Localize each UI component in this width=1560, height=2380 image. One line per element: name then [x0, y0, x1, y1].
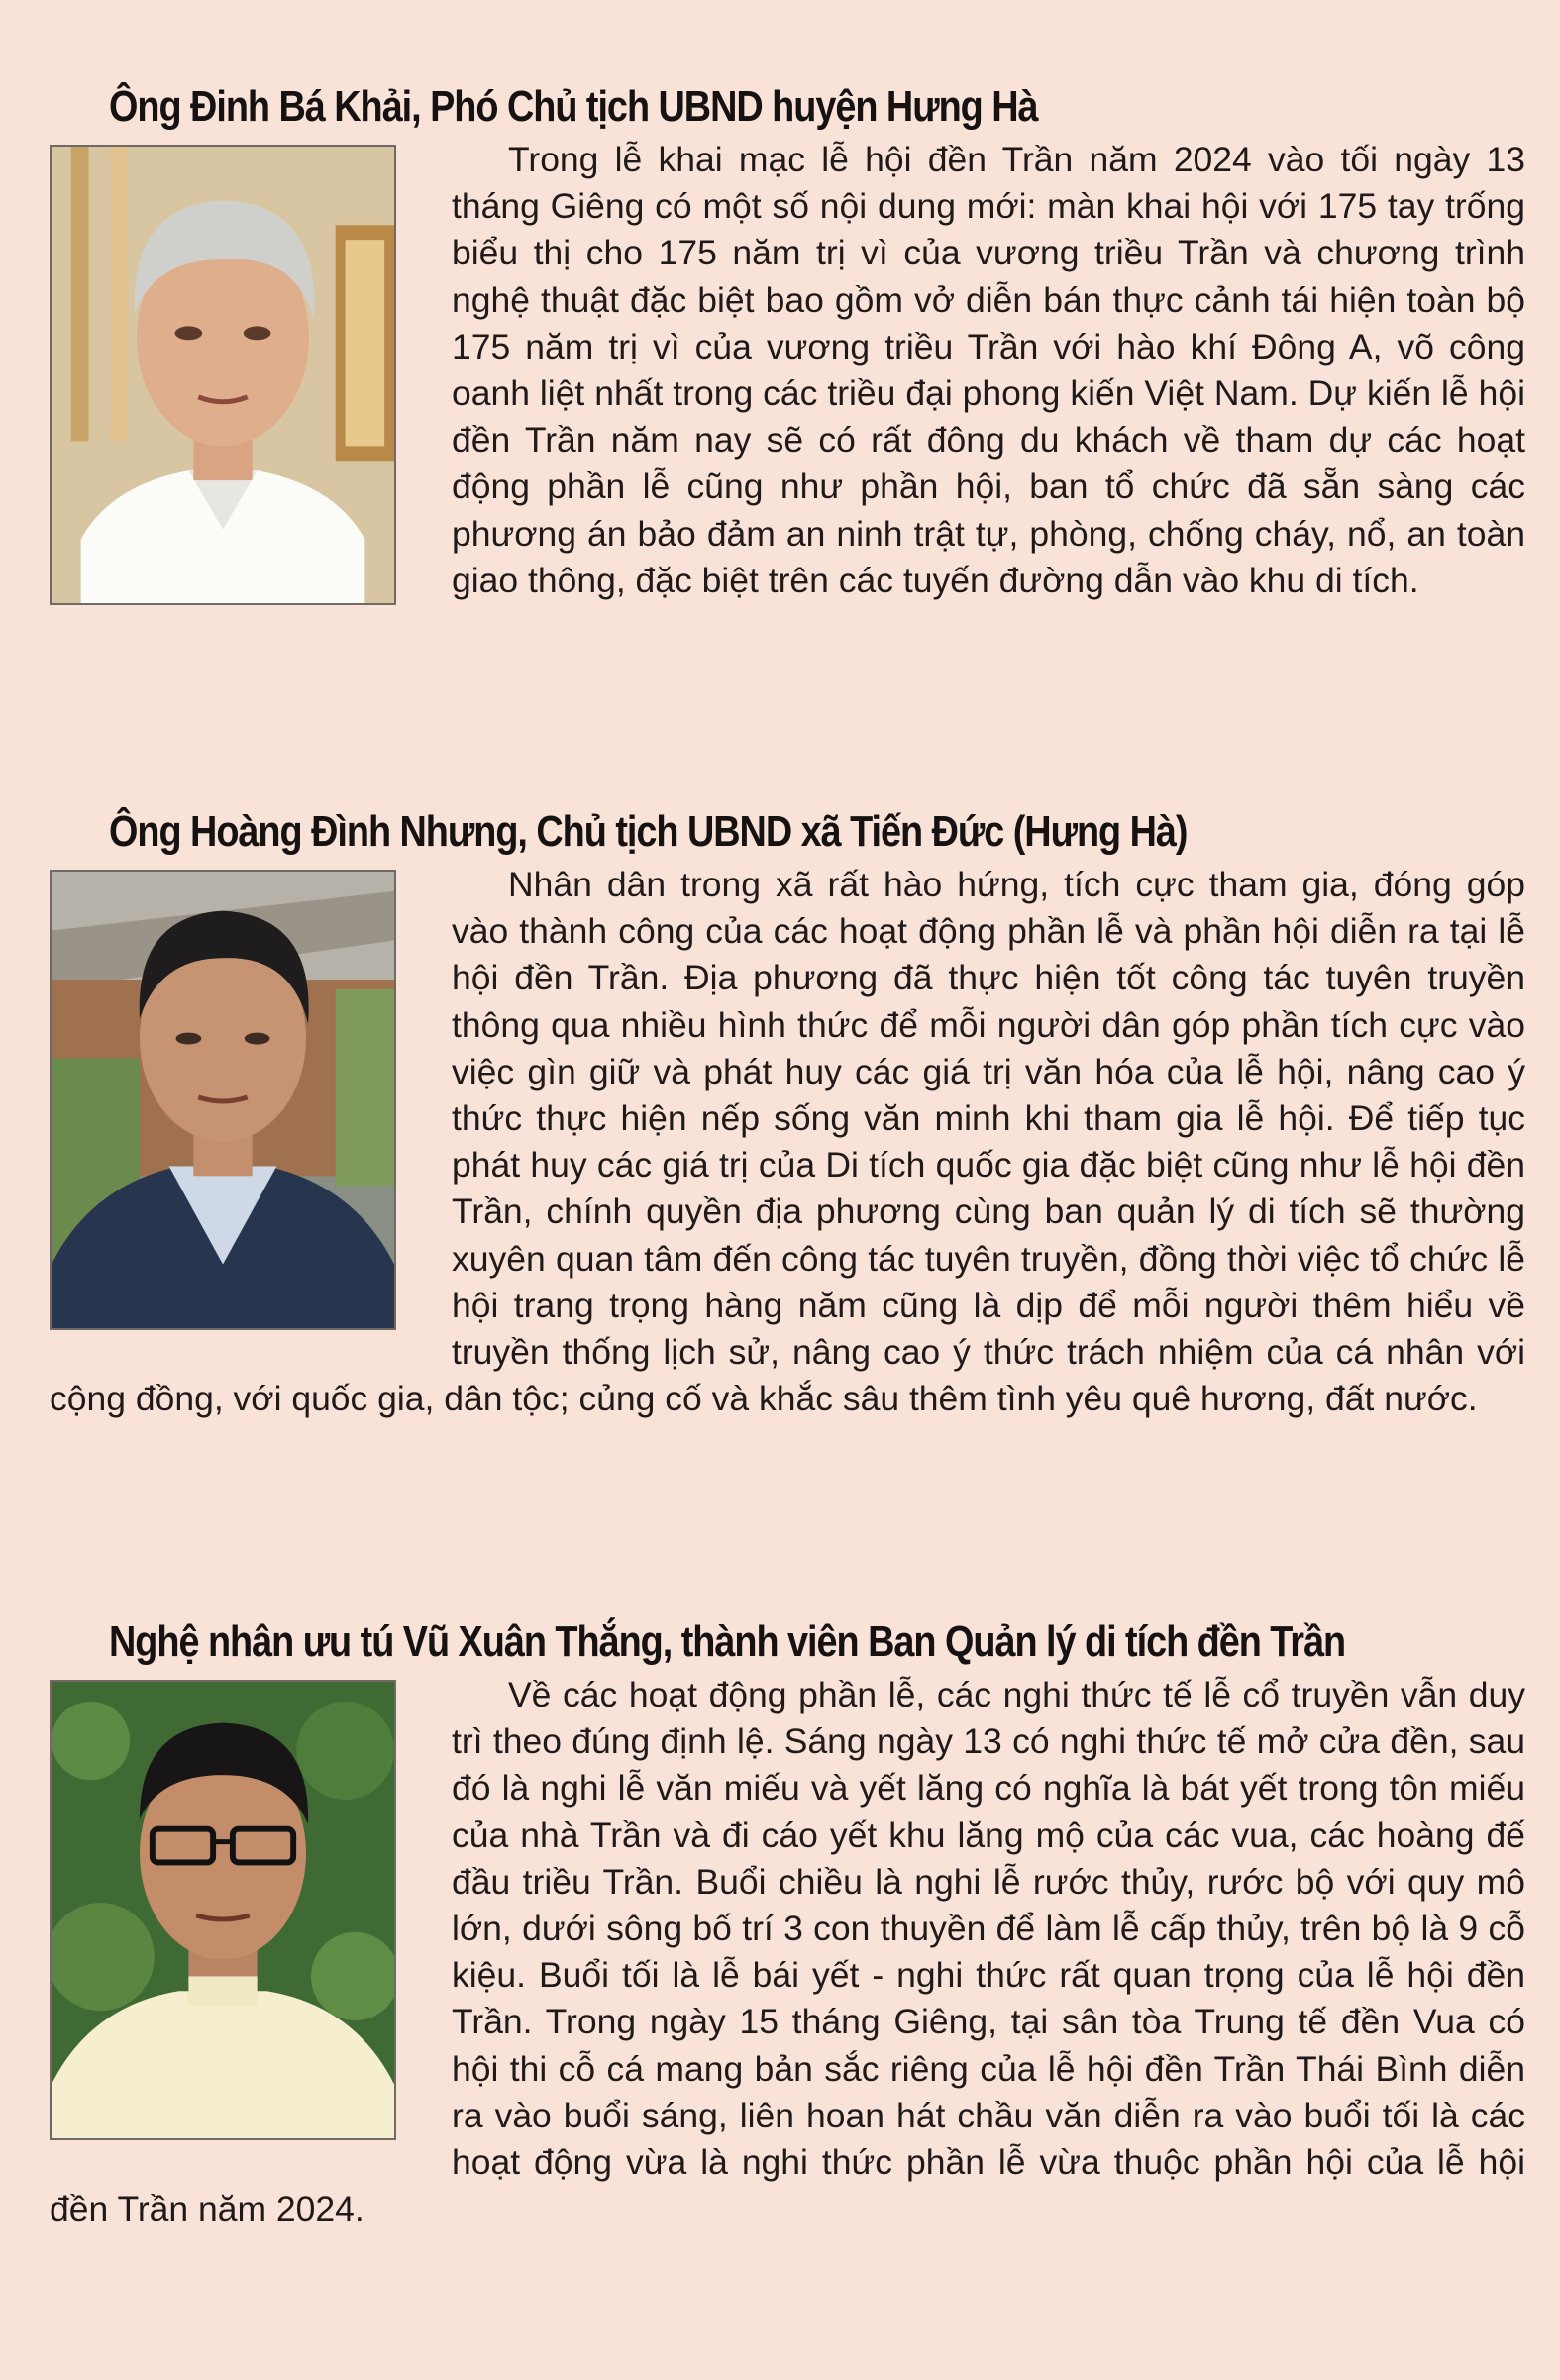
portrait-photo [50, 870, 396, 1330]
speaker-heading: Ông Đinh Bá Khải, Phó Chủ tịch UBND huyện Hưng Hà [109, 82, 1038, 131]
portrait-photo [50, 145, 396, 605]
interview-section-3 [50, 1612, 1525, 2232]
interview-section-1 [50, 77, 1525, 615]
interview-section-2 [50, 802, 1525, 1422]
portrait-photo [50, 1680, 396, 2140]
speaker-heading: Ông Hoàng Đình Nhưng, Chủ tịch UBND xã Tiến Đức (Hưng Hà) [109, 807, 1188, 856]
statement-text: Trong lễ khai mạc lễ hội đền Trần năm 2024 vào tối ngày 13 tháng Giêng có một số nội dung mới: màn khai hội với 175 tay trống biểu thị cho 175 năm trị vì của vương triều Trần và chương trình nghệ thuật đặc biệt bao gồm vở diễn bán thực cảnh tái hiện toàn bộ 175 năm trị vì của vương triều Trần với hào khí Đông A, võ công oanh liệt nhất trong các triều đại phong kiến Việt Nam. Dự kiến lễ hội đền Trần năm nay sẽ có rất đông du khách về tham dự các hoạt động phần lễ cũng như phần hội, ban tổ chức đã sẵn sàng các phương án bảo đảm an ninh trật tự, phòng, chống cháy, nổ, an toàn giao thông, đặc biệt trên các tuyến đường dẫn vào khu di tích. [452, 140, 1525, 600]
statement-text: Nhân dân trong xã rất hào hứng, tích cực tham gia, đóng góp vào thành công của các hoạt động phần lễ và phần hội diễn ra tại lễ hội đền Trần. Địa phương đã thực hiện tốt công tác tuyên truyền thông qua nhiều hình thức để mỗi người dân góp phần tích cực vào việc gìn giữ và phát huy các giá trị văn hóa của lễ hội, nâng cao ý thức thực hiện nếp sống văn minh khi tham gia lễ hội. Để tiếp tục phát huy các giá trị của Di tích quốc gia đặc biệt cũng như lễ hội đền Trần, chính quyền địa phương cùng ban quản lý di tích sẽ thường xuyên quan tâm đến công tác tuyên truyền, đồng thời việc tổ chức lễ hội trang trọng hàng năm cũng là dịp để mỗi người thêm hiểu về truyền thống lịch sử, nâng cao ý thức trách nhiệm của cá nhân với cộng đồng, với quốc gia, dân tộc; củng cố và khắc sâu thêm tình yêu quê hương, đất nước. [50, 865, 1525, 1419]
statement-text: Về các hoạt động phần lễ, các nghi thức tế lễ cổ truyền vẫn duy trì theo đúng định lệ. Sáng ngày 13 có nghi thức tế mở cửa đền, sau đó là nghi lễ văn miếu và yết lăng có nghĩa là bát yết trong tôn miếu của nhà Trần và đi cáo yết khu lăng mộ của các vua, các hoàng đế đầu triều Trần. Buổi chiều là nghi lễ rước thủy, rước bộ với quy mô lớn, dưới sông bố trí 3 con thuyền để làm lễ cấp thủy, trên bộ là 9 cỗ kiệu. Buổi tối là lễ bái yết - nghi thức rất quan trọng của lễ hội đền Trần. Trong ngày 15 tháng Giêng, tại sân tòa Trung tế đền Vua có hội thi cỗ cá mang bản sắc riêng của lễ hội đền Trần Thái Bình diễn ra vào buổi sáng, liên hoan hát chầu văn diễn ra vào buổi tối là các hoạt động vừa là nghi thức phần lễ vừa thuộc phần hội của lễ hội đền Trần năm 2024. [50, 1675, 1525, 2229]
speaker-heading: Nghệ nhân ưu tú Vũ Xuân Thắng, thành viên Ban Quản lý di tích đền Trần [109, 1617, 1346, 1666]
